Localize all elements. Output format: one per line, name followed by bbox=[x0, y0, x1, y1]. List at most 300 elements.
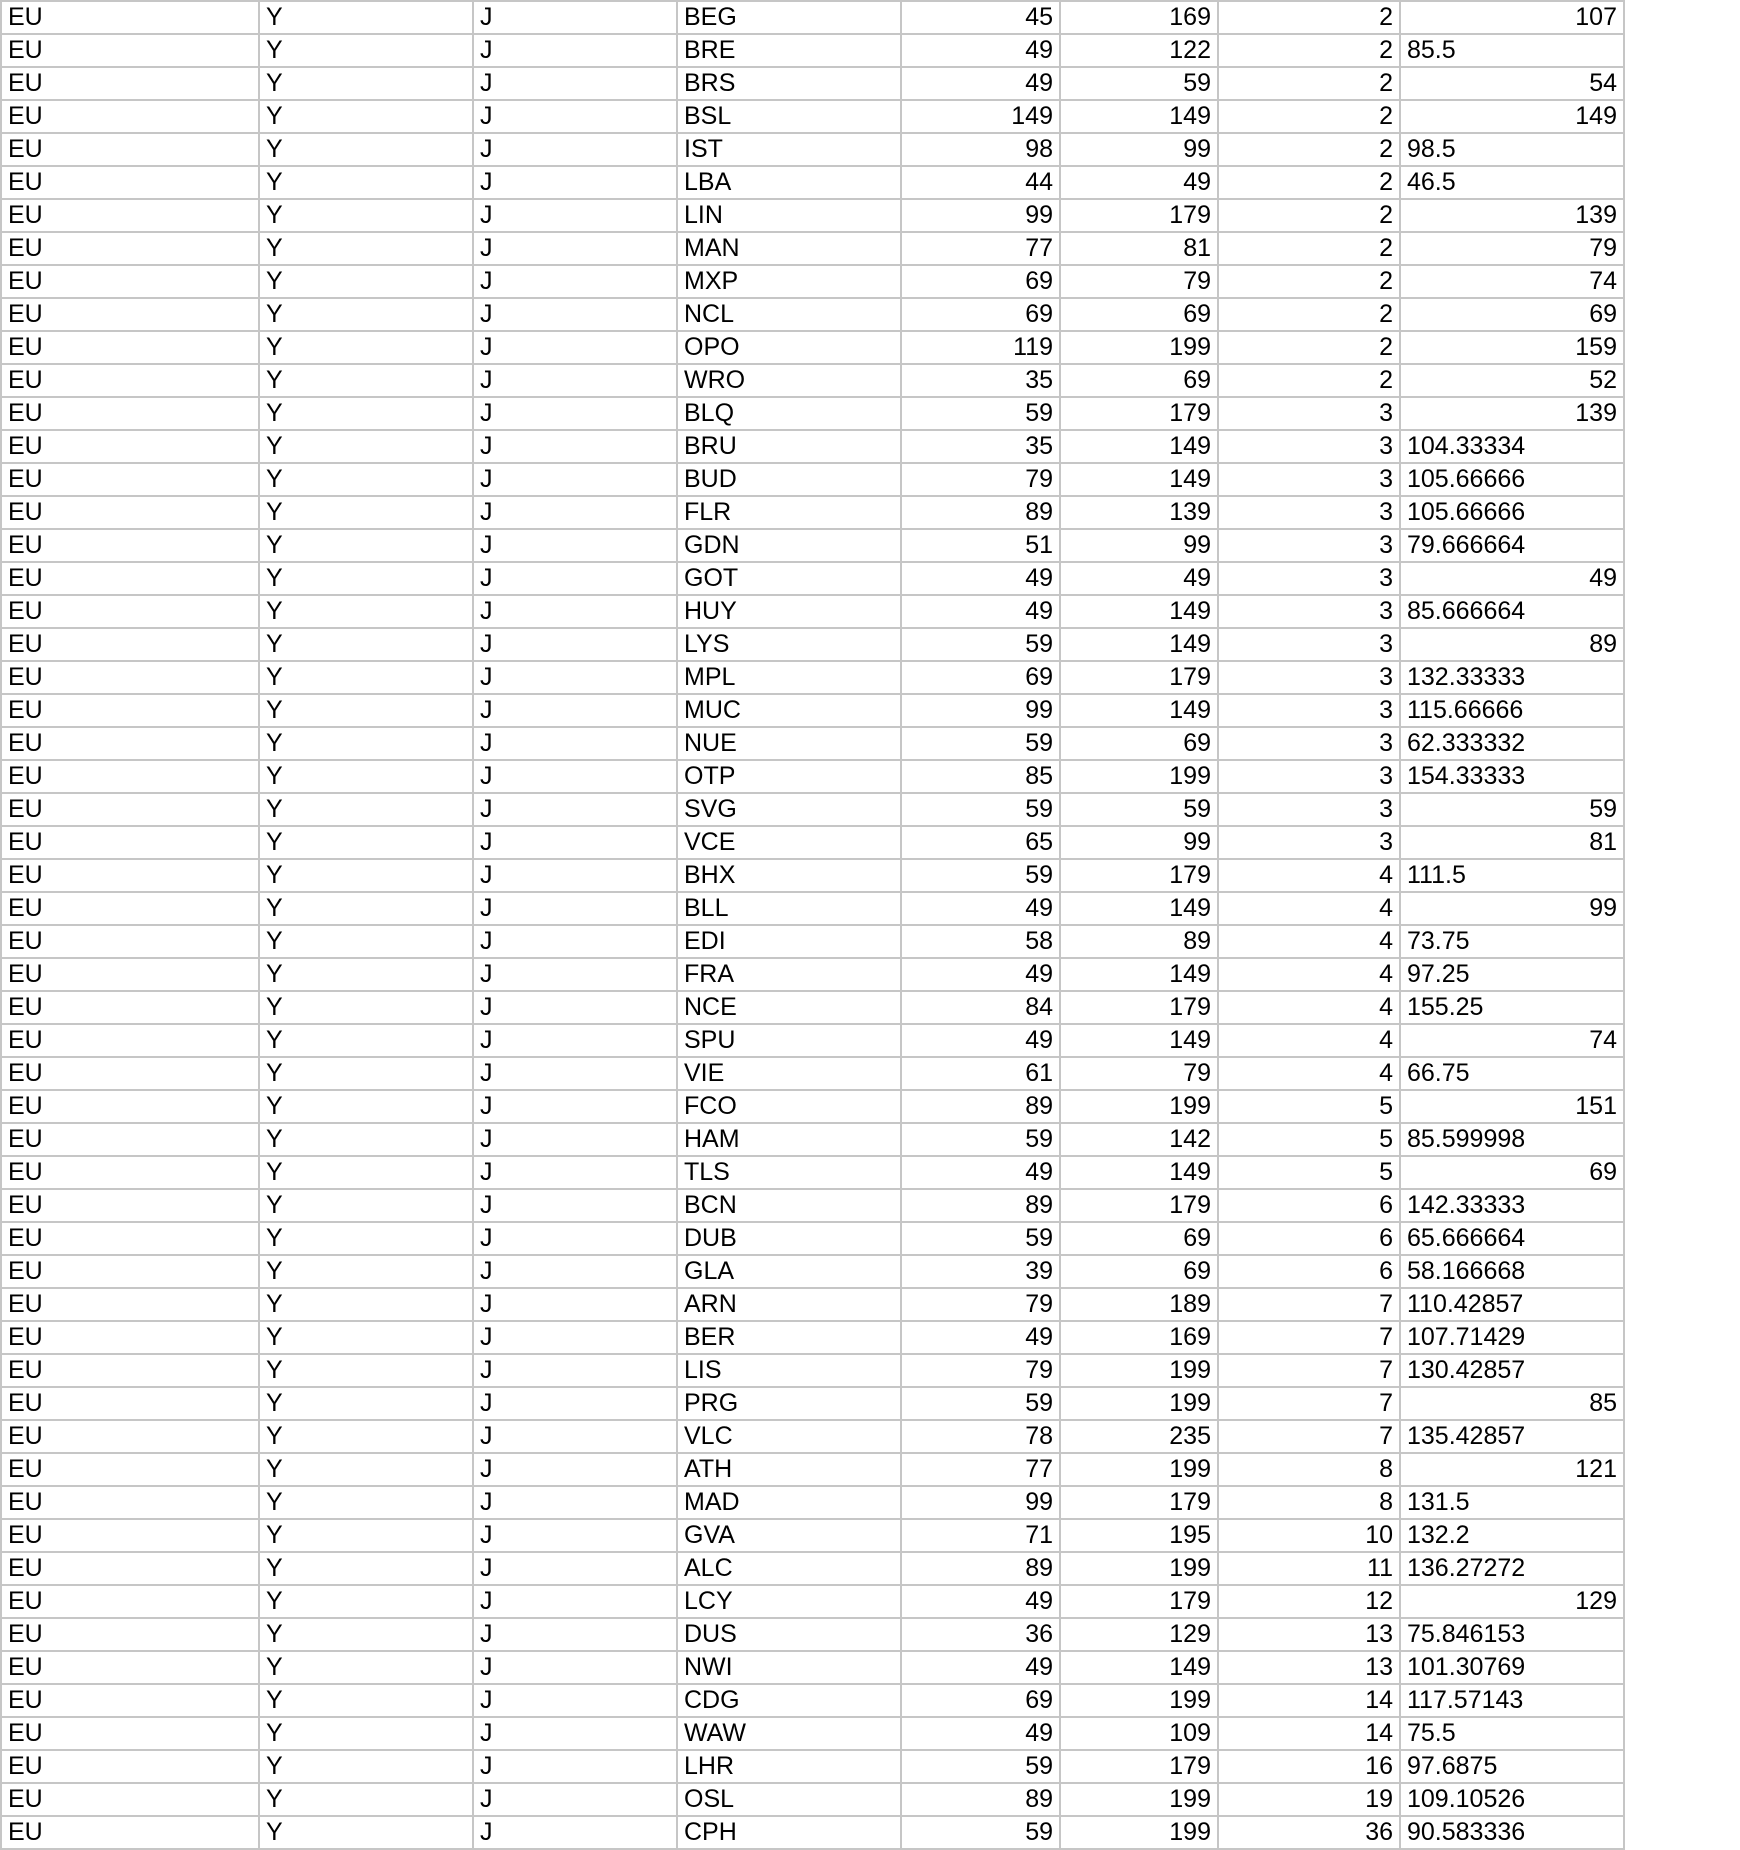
class-cell[interactable]: Y bbox=[259, 1486, 473, 1519]
count-cell[interactable]: 10 bbox=[1218, 1519, 1400, 1552]
region-cell[interactable]: EU bbox=[1, 298, 259, 331]
min-price-cell[interactable]: 58 bbox=[901, 925, 1060, 958]
max-price-cell[interactable]: 79 bbox=[1060, 1057, 1218, 1090]
airport-code-cell[interactable]: BUD bbox=[677, 463, 901, 496]
airport-code-cell[interactable]: MXP bbox=[677, 265, 901, 298]
average-cell[interactable]: 131.5 bbox=[1400, 1486, 1624, 1519]
region-cell[interactable]: EU bbox=[1, 496, 259, 529]
region-cell[interactable]: EU bbox=[1, 958, 259, 991]
type-cell[interactable]: J bbox=[473, 859, 677, 892]
average-cell[interactable]: 99 bbox=[1400, 892, 1624, 925]
class-cell[interactable]: Y bbox=[259, 1288, 473, 1321]
average-cell[interactable]: 74 bbox=[1400, 265, 1624, 298]
class-cell[interactable]: Y bbox=[259, 1222, 473, 1255]
count-cell[interactable]: 3 bbox=[1218, 562, 1400, 595]
count-cell[interactable]: 7 bbox=[1218, 1354, 1400, 1387]
region-cell[interactable]: EU bbox=[1, 1453, 259, 1486]
min-price-cell[interactable]: 45 bbox=[901, 1, 1060, 34]
airport-code-cell[interactable]: IST bbox=[677, 133, 901, 166]
max-price-cell[interactable]: 109 bbox=[1060, 1717, 1218, 1750]
average-cell[interactable]: 142.33333 bbox=[1400, 1189, 1624, 1222]
count-cell[interactable]: 16 bbox=[1218, 1750, 1400, 1783]
type-cell[interactable]: J bbox=[473, 1618, 677, 1651]
region-cell[interactable]: EU bbox=[1, 133, 259, 166]
type-cell[interactable]: J bbox=[473, 1255, 677, 1288]
airport-code-cell[interactable]: OTP bbox=[677, 760, 901, 793]
min-price-cell[interactable]: 59 bbox=[901, 1816, 1060, 1849]
region-cell[interactable]: EU bbox=[1, 595, 259, 628]
region-cell[interactable]: EU bbox=[1, 1717, 259, 1750]
min-price-cell[interactable]: 99 bbox=[901, 199, 1060, 232]
region-cell[interactable]: EU bbox=[1, 1519, 259, 1552]
type-cell[interactable]: J bbox=[473, 496, 677, 529]
count-cell[interactable]: 8 bbox=[1218, 1453, 1400, 1486]
min-price-cell[interactable]: 89 bbox=[901, 1552, 1060, 1585]
min-price-cell[interactable]: 89 bbox=[901, 1189, 1060, 1222]
type-cell[interactable]: J bbox=[473, 397, 677, 430]
class-cell[interactable]: Y bbox=[259, 1387, 473, 1420]
region-cell[interactable]: EU bbox=[1, 1354, 259, 1387]
type-cell[interactable]: J bbox=[473, 529, 677, 562]
region-cell[interactable]: EU bbox=[1, 529, 259, 562]
min-price-cell[interactable]: 49 bbox=[901, 1717, 1060, 1750]
airport-code-cell[interactable]: CDG bbox=[677, 1684, 901, 1717]
average-cell[interactable]: 85.5 bbox=[1400, 34, 1624, 67]
class-cell[interactable]: Y bbox=[259, 760, 473, 793]
class-cell[interactable]: Y bbox=[259, 364, 473, 397]
type-cell[interactable]: J bbox=[473, 199, 677, 232]
region-cell[interactable]: EU bbox=[1, 1321, 259, 1354]
average-cell[interactable]: 129 bbox=[1400, 1585, 1624, 1618]
type-cell[interactable]: J bbox=[473, 1024, 677, 1057]
min-price-cell[interactable]: 59 bbox=[901, 628, 1060, 661]
airport-code-cell[interactable]: ALC bbox=[677, 1552, 901, 1585]
class-cell[interactable]: Y bbox=[259, 34, 473, 67]
max-price-cell[interactable]: 99 bbox=[1060, 529, 1218, 562]
region-cell[interactable]: EU bbox=[1, 265, 259, 298]
class-cell[interactable]: Y bbox=[259, 1783, 473, 1816]
max-price-cell[interactable]: 69 bbox=[1060, 1255, 1218, 1288]
count-cell[interactable]: 8 bbox=[1218, 1486, 1400, 1519]
max-price-cell[interactable]: 199 bbox=[1060, 1552, 1218, 1585]
max-price-cell[interactable]: 139 bbox=[1060, 496, 1218, 529]
min-price-cell[interactable]: 79 bbox=[901, 1354, 1060, 1387]
class-cell[interactable]: Y bbox=[259, 925, 473, 958]
max-price-cell[interactable]: 149 bbox=[1060, 430, 1218, 463]
region-cell[interactable]: EU bbox=[1, 628, 259, 661]
min-price-cell[interactable]: 65 bbox=[901, 826, 1060, 859]
airport-code-cell[interactable]: GDN bbox=[677, 529, 901, 562]
max-price-cell[interactable]: 195 bbox=[1060, 1519, 1218, 1552]
max-price-cell[interactable]: 49 bbox=[1060, 562, 1218, 595]
airport-code-cell[interactable]: WAW bbox=[677, 1717, 901, 1750]
airport-code-cell[interactable]: LIN bbox=[677, 199, 901, 232]
min-price-cell[interactable]: 69 bbox=[901, 1684, 1060, 1717]
region-cell[interactable]: EU bbox=[1, 1552, 259, 1585]
max-price-cell[interactable]: 179 bbox=[1060, 991, 1218, 1024]
max-price-cell[interactable]: 179 bbox=[1060, 661, 1218, 694]
average-cell[interactable]: 79.666664 bbox=[1400, 529, 1624, 562]
class-cell[interactable]: Y bbox=[259, 463, 473, 496]
average-cell[interactable]: 89 bbox=[1400, 628, 1624, 661]
class-cell[interactable]: Y bbox=[259, 595, 473, 628]
min-price-cell[interactable]: 49 bbox=[901, 34, 1060, 67]
airport-code-cell[interactable]: BHX bbox=[677, 859, 901, 892]
region-cell[interactable]: EU bbox=[1, 793, 259, 826]
min-price-cell[interactable]: 69 bbox=[901, 661, 1060, 694]
airport-code-cell[interactable]: SVG bbox=[677, 793, 901, 826]
airport-code-cell[interactable]: HAM bbox=[677, 1123, 901, 1156]
average-cell[interactable]: 130.42857 bbox=[1400, 1354, 1624, 1387]
class-cell[interactable]: Y bbox=[259, 1321, 473, 1354]
airport-code-cell[interactable]: SPU bbox=[677, 1024, 901, 1057]
type-cell[interactable]: J bbox=[473, 67, 677, 100]
count-cell[interactable]: 3 bbox=[1218, 661, 1400, 694]
type-cell[interactable]: J bbox=[473, 661, 677, 694]
count-cell[interactable]: 2 bbox=[1218, 34, 1400, 67]
average-cell[interactable]: 107 bbox=[1400, 1, 1624, 34]
max-price-cell[interactable]: 199 bbox=[1060, 1816, 1218, 1849]
max-price-cell[interactable]: 199 bbox=[1060, 1783, 1218, 1816]
min-price-cell[interactable]: 35 bbox=[901, 430, 1060, 463]
airport-code-cell[interactable]: FCO bbox=[677, 1090, 901, 1123]
type-cell[interactable]: J bbox=[473, 694, 677, 727]
average-cell[interactable]: 107.71429 bbox=[1400, 1321, 1624, 1354]
min-price-cell[interactable]: 59 bbox=[901, 793, 1060, 826]
region-cell[interactable]: EU bbox=[1, 397, 259, 430]
class-cell[interactable]: Y bbox=[259, 826, 473, 859]
max-price-cell[interactable]: 69 bbox=[1060, 364, 1218, 397]
max-price-cell[interactable]: 79 bbox=[1060, 265, 1218, 298]
count-cell[interactable]: 19 bbox=[1218, 1783, 1400, 1816]
min-price-cell[interactable]: 59 bbox=[901, 727, 1060, 760]
class-cell[interactable]: Y bbox=[259, 166, 473, 199]
class-cell[interactable]: Y bbox=[259, 1816, 473, 1849]
min-price-cell[interactable]: 99 bbox=[901, 1486, 1060, 1519]
region-cell[interactable]: EU bbox=[1, 1420, 259, 1453]
min-price-cell[interactable]: 79 bbox=[901, 463, 1060, 496]
type-cell[interactable]: J bbox=[473, 628, 677, 661]
count-cell[interactable]: 36 bbox=[1218, 1816, 1400, 1849]
airport-code-cell[interactable]: EDI bbox=[677, 925, 901, 958]
type-cell[interactable]: J bbox=[473, 826, 677, 859]
region-cell[interactable]: EU bbox=[1, 925, 259, 958]
class-cell[interactable]: Y bbox=[259, 1, 473, 34]
type-cell[interactable]: J bbox=[473, 1552, 677, 1585]
airport-code-cell[interactable]: GVA bbox=[677, 1519, 901, 1552]
type-cell[interactable]: J bbox=[473, 562, 677, 595]
min-price-cell[interactable]: 89 bbox=[901, 1090, 1060, 1123]
class-cell[interactable]: Y bbox=[259, 331, 473, 364]
class-cell[interactable]: Y bbox=[259, 628, 473, 661]
type-cell[interactable]: J bbox=[473, 595, 677, 628]
max-price-cell[interactable]: 69 bbox=[1060, 727, 1218, 760]
type-cell[interactable]: J bbox=[473, 1189, 677, 1222]
region-cell[interactable]: EU bbox=[1, 1288, 259, 1321]
region-cell[interactable]: EU bbox=[1, 991, 259, 1024]
region-cell[interactable]: EU bbox=[1, 232, 259, 265]
average-cell[interactable]: 52 bbox=[1400, 364, 1624, 397]
type-cell[interactable]: J bbox=[473, 1486, 677, 1519]
min-price-cell[interactable]: 85 bbox=[901, 760, 1060, 793]
average-cell[interactable]: 85.666664 bbox=[1400, 595, 1624, 628]
class-cell[interactable]: Y bbox=[259, 298, 473, 331]
min-price-cell[interactable]: 49 bbox=[901, 1651, 1060, 1684]
count-cell[interactable]: 4 bbox=[1218, 958, 1400, 991]
max-price-cell[interactable]: 179 bbox=[1060, 397, 1218, 430]
average-cell[interactable]: 85 bbox=[1400, 1387, 1624, 1420]
average-cell[interactable]: 109.10526 bbox=[1400, 1783, 1624, 1816]
min-price-cell[interactable]: 77 bbox=[901, 232, 1060, 265]
average-cell[interactable]: 49 bbox=[1400, 562, 1624, 595]
max-price-cell[interactable]: 149 bbox=[1060, 958, 1218, 991]
class-cell[interactable]: Y bbox=[259, 232, 473, 265]
count-cell[interactable]: 4 bbox=[1218, 859, 1400, 892]
average-cell[interactable]: 135.42857 bbox=[1400, 1420, 1624, 1453]
airport-code-cell[interactable]: BRE bbox=[677, 34, 901, 67]
average-cell[interactable]: 151 bbox=[1400, 1090, 1624, 1123]
average-cell[interactable]: 69 bbox=[1400, 1156, 1624, 1189]
region-cell[interactable]: EU bbox=[1, 331, 259, 364]
min-price-cell[interactable]: 35 bbox=[901, 364, 1060, 397]
region-cell[interactable]: EU bbox=[1, 1651, 259, 1684]
count-cell[interactable]: 4 bbox=[1218, 1057, 1400, 1090]
count-cell[interactable]: 7 bbox=[1218, 1387, 1400, 1420]
average-cell[interactable]: 105.66666 bbox=[1400, 463, 1624, 496]
class-cell[interactable]: Y bbox=[259, 199, 473, 232]
type-cell[interactable]: J bbox=[473, 298, 677, 331]
count-cell[interactable]: 3 bbox=[1218, 793, 1400, 826]
class-cell[interactable]: Y bbox=[259, 1189, 473, 1222]
airport-code-cell[interactable]: OPO bbox=[677, 331, 901, 364]
count-cell[interactable]: 5 bbox=[1218, 1123, 1400, 1156]
average-cell[interactable]: 54 bbox=[1400, 67, 1624, 100]
max-price-cell[interactable]: 69 bbox=[1060, 1222, 1218, 1255]
type-cell[interactable]: J bbox=[473, 1453, 677, 1486]
max-price-cell[interactable]: 169 bbox=[1060, 1, 1218, 34]
class-cell[interactable]: Y bbox=[259, 1585, 473, 1618]
min-price-cell[interactable]: 89 bbox=[901, 1783, 1060, 1816]
region-cell[interactable]: EU bbox=[1, 1684, 259, 1717]
type-cell[interactable]: J bbox=[473, 100, 677, 133]
max-price-cell[interactable]: 199 bbox=[1060, 1684, 1218, 1717]
airport-code-cell[interactable]: MAD bbox=[677, 1486, 901, 1519]
class-cell[interactable]: Y bbox=[259, 694, 473, 727]
region-cell[interactable]: EU bbox=[1, 1057, 259, 1090]
average-cell[interactable]: 115.66666 bbox=[1400, 694, 1624, 727]
type-cell[interactable]: J bbox=[473, 1156, 677, 1189]
airport-code-cell[interactable]: TLS bbox=[677, 1156, 901, 1189]
region-cell[interactable]: EU bbox=[1, 100, 259, 133]
average-cell[interactable]: 75.846153 bbox=[1400, 1618, 1624, 1651]
region-cell[interactable]: EU bbox=[1, 1, 259, 34]
class-cell[interactable]: Y bbox=[259, 958, 473, 991]
type-cell[interactable]: J bbox=[473, 760, 677, 793]
min-price-cell[interactable]: 49 bbox=[901, 1585, 1060, 1618]
max-price-cell[interactable]: 149 bbox=[1060, 1024, 1218, 1057]
class-cell[interactable]: Y bbox=[259, 1156, 473, 1189]
average-cell[interactable]: 110.42857 bbox=[1400, 1288, 1624, 1321]
airport-code-cell[interactable]: LYS bbox=[677, 628, 901, 661]
count-cell[interactable]: 2 bbox=[1218, 265, 1400, 298]
airport-code-cell[interactable]: LCY bbox=[677, 1585, 901, 1618]
min-price-cell[interactable]: 59 bbox=[901, 1222, 1060, 1255]
class-cell[interactable]: Y bbox=[259, 100, 473, 133]
max-price-cell[interactable]: 199 bbox=[1060, 331, 1218, 364]
region-cell[interactable]: EU bbox=[1, 892, 259, 925]
type-cell[interactable]: J bbox=[473, 1783, 677, 1816]
min-price-cell[interactable]: 99 bbox=[901, 694, 1060, 727]
min-price-cell[interactable]: 77 bbox=[901, 1453, 1060, 1486]
type-cell[interactable]: J bbox=[473, 892, 677, 925]
type-cell[interactable]: J bbox=[473, 1387, 677, 1420]
airport-code-cell[interactable]: BSL bbox=[677, 100, 901, 133]
average-cell[interactable]: 136.27272 bbox=[1400, 1552, 1624, 1585]
min-price-cell[interactable]: 89 bbox=[901, 496, 1060, 529]
type-cell[interactable]: J bbox=[473, 1651, 677, 1684]
min-price-cell[interactable]: 149 bbox=[901, 100, 1060, 133]
type-cell[interactable]: J bbox=[473, 1816, 677, 1849]
type-cell[interactable]: J bbox=[473, 463, 677, 496]
max-price-cell[interactable]: 99 bbox=[1060, 826, 1218, 859]
airport-code-cell[interactable]: BRU bbox=[677, 430, 901, 463]
type-cell[interactable]: J bbox=[473, 34, 677, 67]
max-price-cell[interactable]: 89 bbox=[1060, 925, 1218, 958]
average-cell[interactable]: 73.75 bbox=[1400, 925, 1624, 958]
airport-code-cell[interactable]: BRS bbox=[677, 67, 901, 100]
average-cell[interactable]: 74 bbox=[1400, 1024, 1624, 1057]
region-cell[interactable]: EU bbox=[1, 760, 259, 793]
average-cell[interactable]: 59 bbox=[1400, 793, 1624, 826]
region-cell[interactable]: EU bbox=[1, 1585, 259, 1618]
average-cell[interactable]: 98.5 bbox=[1400, 133, 1624, 166]
airport-code-cell[interactable]: BCN bbox=[677, 1189, 901, 1222]
count-cell[interactable]: 4 bbox=[1218, 892, 1400, 925]
type-cell[interactable]: J bbox=[473, 1222, 677, 1255]
count-cell[interactable]: 4 bbox=[1218, 1024, 1400, 1057]
average-cell[interactable]: 58.166668 bbox=[1400, 1255, 1624, 1288]
average-cell[interactable]: 85.599998 bbox=[1400, 1123, 1624, 1156]
count-cell[interactable]: 6 bbox=[1218, 1222, 1400, 1255]
min-price-cell[interactable]: 49 bbox=[901, 958, 1060, 991]
min-price-cell[interactable]: 49 bbox=[901, 1024, 1060, 1057]
average-cell[interactable]: 104.33334 bbox=[1400, 430, 1624, 463]
class-cell[interactable]: Y bbox=[259, 397, 473, 430]
region-cell[interactable]: EU bbox=[1, 694, 259, 727]
count-cell[interactable]: 5 bbox=[1218, 1090, 1400, 1123]
max-price-cell[interactable]: 179 bbox=[1060, 1750, 1218, 1783]
count-cell[interactable]: 2 bbox=[1218, 166, 1400, 199]
min-price-cell[interactable]: 78 bbox=[901, 1420, 1060, 1453]
max-price-cell[interactable]: 149 bbox=[1060, 1651, 1218, 1684]
airport-code-cell[interactable]: DUS bbox=[677, 1618, 901, 1651]
class-cell[interactable]: Y bbox=[259, 1090, 473, 1123]
airport-code-cell[interactable]: BLQ bbox=[677, 397, 901, 430]
airport-code-cell[interactable]: GOT bbox=[677, 562, 901, 595]
average-cell[interactable]: 65.666664 bbox=[1400, 1222, 1624, 1255]
airport-code-cell[interactable]: BEG bbox=[677, 1, 901, 34]
airport-code-cell[interactable]: LIS bbox=[677, 1354, 901, 1387]
airport-code-cell[interactable]: MUC bbox=[677, 694, 901, 727]
max-price-cell[interactable]: 179 bbox=[1060, 1189, 1218, 1222]
type-cell[interactable]: J bbox=[473, 1717, 677, 1750]
class-cell[interactable]: Y bbox=[259, 793, 473, 826]
max-price-cell[interactable]: 49 bbox=[1060, 166, 1218, 199]
count-cell[interactable]: 3 bbox=[1218, 430, 1400, 463]
class-cell[interactable]: Y bbox=[259, 1651, 473, 1684]
count-cell[interactable]: 13 bbox=[1218, 1651, 1400, 1684]
count-cell[interactable]: 2 bbox=[1218, 364, 1400, 397]
count-cell[interactable]: 3 bbox=[1218, 628, 1400, 661]
min-price-cell[interactable]: 61 bbox=[901, 1057, 1060, 1090]
min-price-cell[interactable]: 49 bbox=[901, 562, 1060, 595]
airport-code-cell[interactable]: CPH bbox=[677, 1816, 901, 1849]
region-cell[interactable]: EU bbox=[1, 826, 259, 859]
count-cell[interactable]: 2 bbox=[1218, 199, 1400, 232]
average-cell[interactable]: 149 bbox=[1400, 100, 1624, 133]
airport-code-cell[interactable]: VCE bbox=[677, 826, 901, 859]
count-cell[interactable]: 3 bbox=[1218, 397, 1400, 430]
count-cell[interactable]: 6 bbox=[1218, 1189, 1400, 1222]
class-cell[interactable]: Y bbox=[259, 562, 473, 595]
max-price-cell[interactable]: 149 bbox=[1060, 100, 1218, 133]
max-price-cell[interactable]: 122 bbox=[1060, 34, 1218, 67]
count-cell[interactable]: 14 bbox=[1218, 1684, 1400, 1717]
max-price-cell[interactable]: 59 bbox=[1060, 793, 1218, 826]
min-price-cell[interactable]: 69 bbox=[901, 298, 1060, 331]
type-cell[interactable]: J bbox=[473, 1354, 677, 1387]
min-price-cell[interactable]: 49 bbox=[901, 67, 1060, 100]
airport-code-cell[interactable]: GLA bbox=[677, 1255, 901, 1288]
count-cell[interactable]: 7 bbox=[1218, 1420, 1400, 1453]
class-cell[interactable]: Y bbox=[259, 1024, 473, 1057]
count-cell[interactable]: 14 bbox=[1218, 1717, 1400, 1750]
count-cell[interactable]: 2 bbox=[1218, 67, 1400, 100]
airport-code-cell[interactable]: LBA bbox=[677, 166, 901, 199]
min-price-cell[interactable]: 39 bbox=[901, 1255, 1060, 1288]
class-cell[interactable]: Y bbox=[259, 1255, 473, 1288]
max-price-cell[interactable]: 149 bbox=[1060, 1156, 1218, 1189]
region-cell[interactable]: EU bbox=[1, 1618, 259, 1651]
airport-code-cell[interactable]: PRG bbox=[677, 1387, 901, 1420]
count-cell[interactable]: 5 bbox=[1218, 1156, 1400, 1189]
type-cell[interactable]: J bbox=[473, 1, 677, 34]
region-cell[interactable]: EU bbox=[1, 34, 259, 67]
region-cell[interactable]: EU bbox=[1, 661, 259, 694]
max-price-cell[interactable]: 189 bbox=[1060, 1288, 1218, 1321]
average-cell[interactable]: 117.57143 bbox=[1400, 1684, 1624, 1717]
average-cell[interactable]: 154.33333 bbox=[1400, 760, 1624, 793]
average-cell[interactable]: 105.66666 bbox=[1400, 496, 1624, 529]
class-cell[interactable]: Y bbox=[259, 859, 473, 892]
region-cell[interactable]: EU bbox=[1, 859, 259, 892]
average-cell[interactable]: 97.6875 bbox=[1400, 1750, 1624, 1783]
max-price-cell[interactable]: 199 bbox=[1060, 760, 1218, 793]
class-cell[interactable]: Y bbox=[259, 892, 473, 925]
min-price-cell[interactable]: 119 bbox=[901, 331, 1060, 364]
class-cell[interactable]: Y bbox=[259, 991, 473, 1024]
average-cell[interactable]: 46.5 bbox=[1400, 166, 1624, 199]
count-cell[interactable]: 2 bbox=[1218, 1, 1400, 34]
airport-code-cell[interactable]: ARN bbox=[677, 1288, 901, 1321]
min-price-cell[interactable]: 44 bbox=[901, 166, 1060, 199]
min-price-cell[interactable]: 36 bbox=[901, 1618, 1060, 1651]
region-cell[interactable]: EU bbox=[1, 1156, 259, 1189]
type-cell[interactable]: J bbox=[473, 727, 677, 760]
max-price-cell[interactable]: 235 bbox=[1060, 1420, 1218, 1453]
max-price-cell[interactable]: 199 bbox=[1060, 1090, 1218, 1123]
count-cell[interactable]: 3 bbox=[1218, 529, 1400, 562]
